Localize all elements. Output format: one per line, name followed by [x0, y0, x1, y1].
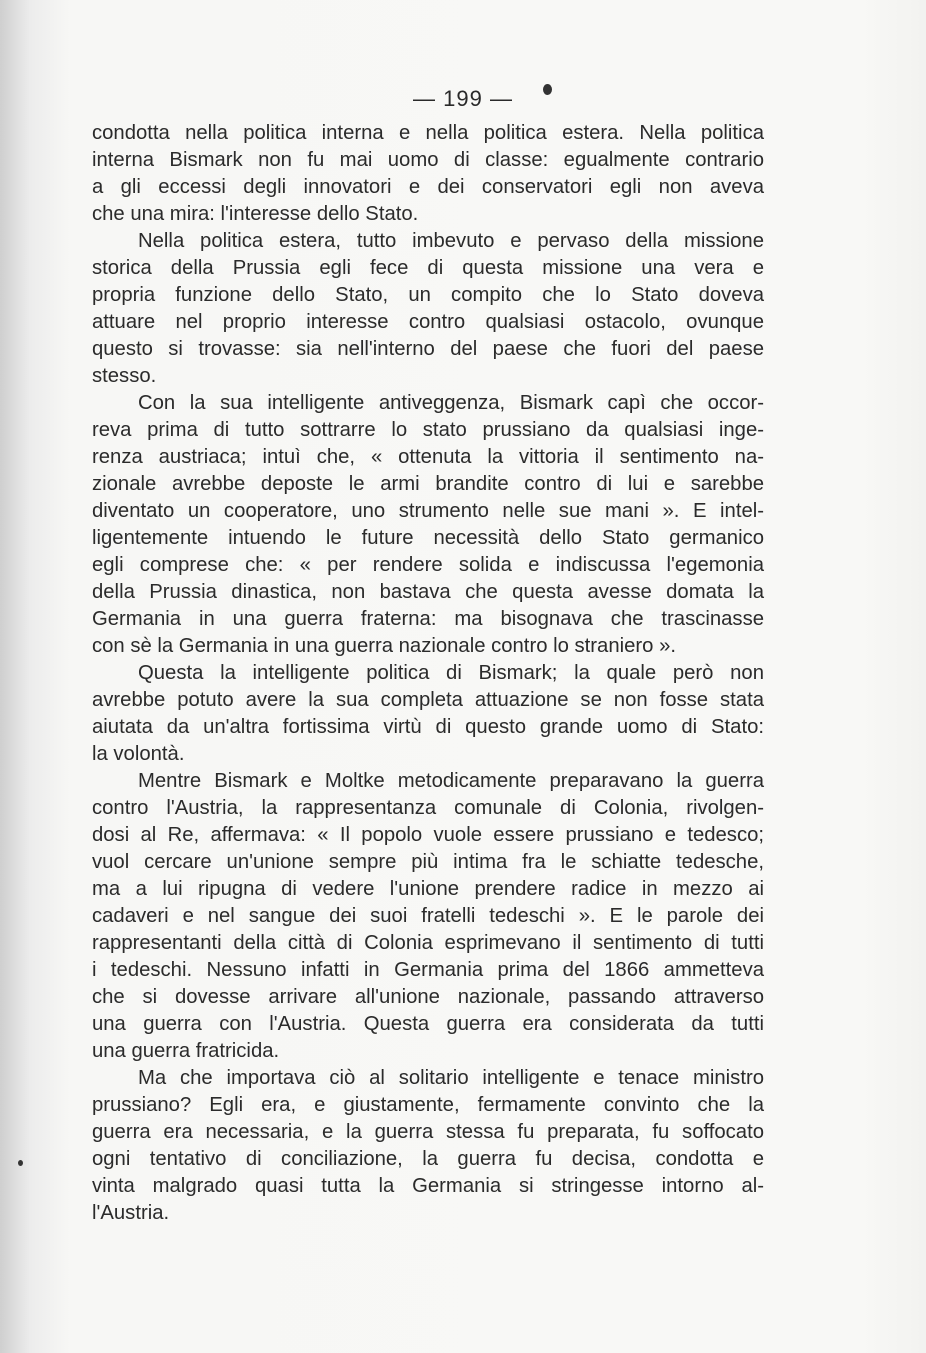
text-line: prussiano? Egli era, e giustamente, fermamente convinto che la [92, 1094, 764, 1116]
text-line: Con la sua intelligente antiveggenza, Bismark capì che occor- [138, 392, 764, 414]
text-line: dosi al Re, affermava: « Il popolo vuole essere prussiano e tedesco; [92, 824, 764, 846]
text-line: la volontà. [92, 743, 185, 765]
text-line: attuare nel proprio interesse contro qualsiasi ostacolo, ovunque [92, 311, 764, 333]
text-line: Mentre Bismark e Moltke metodicamente preparavano la guerra [138, 770, 764, 792]
text-line: contro l'Austria, la rappresentanza comunale di Colonia, rivolgen- [92, 797, 764, 819]
text-line: una guerra fratricida. [92, 1040, 280, 1062]
text-line: condotta nella politica interna e nella politica estera. Nella politica [92, 122, 764, 144]
text-line: egli comprese che: « per rendere solida e indiscussa l'egemonia [92, 554, 764, 576]
text-line: aiutata da un'altra fortissima virtù di questo grande uomo di Stato: [92, 716, 764, 738]
text-line: con sè la Germania in una guerra nazionale contro lo straniero ». [92, 635, 676, 657]
text-line: zionale avrebbe deposte le armi brandite contro di lui e sarebbe [92, 473, 764, 495]
text-line: reva prima di tutto sottrarre lo stato prussiano da qualsiasi inge- [92, 419, 764, 441]
text-line: a gli eccessi degli innovatori e dei conservatori egli non aveva [92, 176, 764, 198]
text-line: propria funzione dello Stato, un compito che lo Stato doveva [92, 284, 764, 306]
text-line: interna Bismark non fu mai uomo di classe: egualmente contrario [92, 149, 764, 171]
text-line: Ma che importava ciò al solitario intelligente e tenace ministro [138, 1067, 764, 1089]
text-line: una guerra con l'Austria. Questa guerra era considerata da tutti [92, 1013, 764, 1035]
body-text [92, 120, 764, 1227]
text-line: renza austriaca; intuì che, « ottenuta la vittoria il sentimento na- [92, 446, 764, 468]
text-line: avrebbe potuto avere la sua completa attuazione se non fosse stata [92, 689, 764, 711]
text-line: che si dovesse arrivare all'unione nazionale, passando attraverso [92, 986, 764, 1008]
text-line: diventato un cooperatore, uno strumento nelle sue mani ». E intel- [92, 500, 764, 522]
text-line: Questa la intelligente politica di Bismark; la quale però non [138, 662, 764, 684]
text-line: questo si trovasse: sia nell'interno del paese che fuori del paese [92, 338, 764, 360]
text-line: Nella politica estera, tutto imbevuto e pervaso della missione [138, 230, 764, 252]
text-line: ma a lui ripugna di vedere l'unione prendere radice in mezzo ai [92, 878, 764, 900]
text-line: ligentemente intuendo le future necessità dello Stato germanico [92, 527, 764, 549]
ink-spot [18, 1160, 23, 1166]
text-line: vinta malgrado quasi tutta la Germania si stringesse intorno al- [92, 1175, 764, 1197]
text-line: guerra era necessaria, e la guerra stessa fu preparata, fu soffocato [92, 1121, 764, 1143]
text-line: ogni tentativo di conciliazione, la guerra fu decisa, condotta e [92, 1148, 764, 1170]
text-line: storica della Prussia egli fece di questa missione una vera e [92, 257, 764, 279]
text-line: che una mira: l'interesse dello Stato. [92, 203, 419, 225]
text-line: i tedeschi. Nessuno infatti in Germania prima del 1866 ammetteva [92, 959, 764, 981]
text-line: vuol cercare un'unione sempre più intima fra le schiatte tedesche, [92, 851, 764, 873]
text-line: della Prussia dinastica, non bastava che questa avesse domata la [92, 581, 764, 603]
text-line: stesso. [92, 365, 157, 387]
text-line: l'Austria. [92, 1202, 170, 1224]
text-line: cadaveri e nel sangue dei suoi fratelli tedeschi ». E le parole dei [92, 905, 764, 927]
text-line: rappresentanti della città di Colonia esprimevano il sentimento di tutti [92, 932, 764, 954]
text-line: Germania in una guerra fraterna: ma bisognava che trascinasse [92, 608, 764, 630]
page-number: — 199 — [413, 86, 513, 111]
